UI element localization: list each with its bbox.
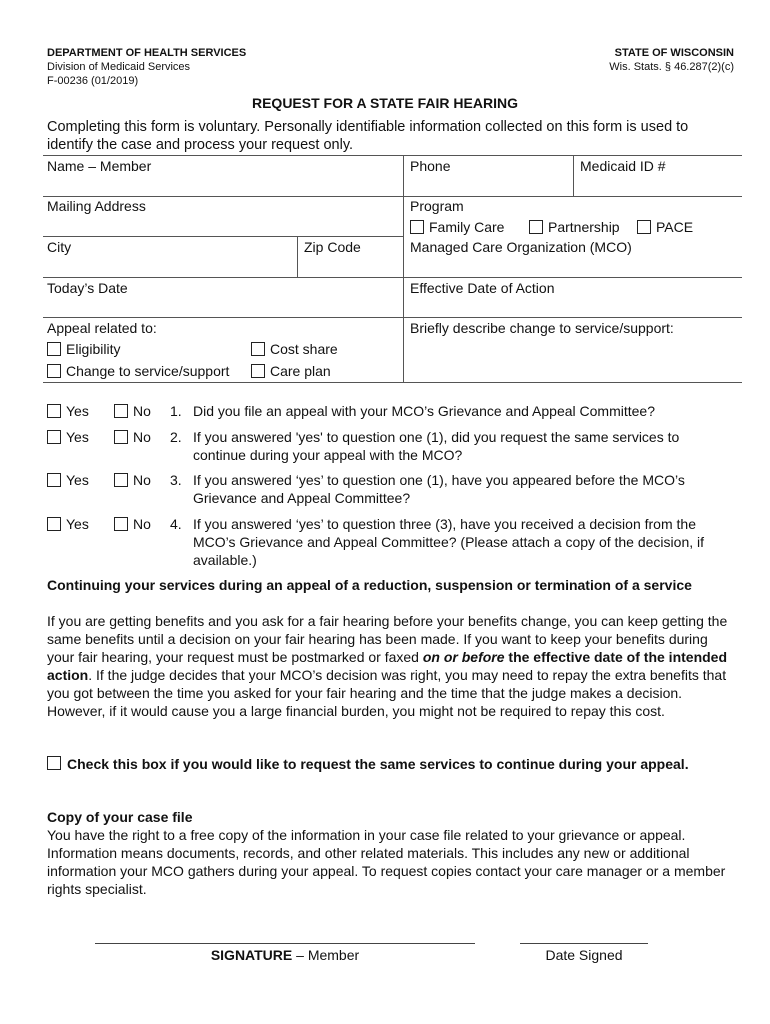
city-field[interactable]: City [47, 239, 72, 255]
no-option[interactable]: No [114, 515, 151, 533]
question-row [0, 428, 770, 468]
continuing-heading: Continuing your services during an appeal of a reduction, suspension or termination of a service [47, 577, 692, 593]
date-signed-line[interactable] [520, 943, 648, 944]
question-row [0, 402, 770, 422]
checkbox[interactable] [529, 220, 543, 234]
grid-line [403, 155, 404, 382]
statute-reference: Wis. Stats. § 46.287(2)(c) [609, 61, 734, 73]
checkbox[interactable] [251, 364, 265, 378]
checkbox[interactable] [114, 473, 128, 487]
mco-field[interactable]: Managed Care Organization (MCO) [410, 239, 632, 255]
state-name: STATE OF WISCONSIN [614, 47, 734, 59]
checkbox[interactable] [47, 430, 61, 444]
yes-option[interactable]: Yes [47, 471, 89, 489]
phone-field[interactable]: Phone [410, 158, 451, 174]
question-row [0, 471, 770, 511]
appeal-related-label: Appeal related to: [47, 320, 157, 336]
mailing-address-field[interactable]: Mailing Address [47, 198, 146, 214]
intro-text: Completing this form is voluntary. Personally identifiable information collected on this form is used to identify the case and process your request only. [47, 119, 689, 153]
name-member-field[interactable]: Name – Member [47, 158, 152, 174]
checkbox[interactable] [47, 404, 61, 418]
no-option[interactable]: No [114, 428, 151, 446]
question-text: If you answered 'yes' to question one (1), did you request the same services to continue during your appeal with the MCO? [193, 429, 680, 463]
division-name: Division of Medicaid Services [47, 61, 191, 73]
checkbox[interactable] [114, 404, 128, 418]
question-row [0, 515, 770, 571]
question-text: If you answered ‘yes’ to question three (3), have you received a decision from the MCO’s Grievance and Appeal Committee? (Please attach a copy of the decision, if available.) [193, 516, 705, 568]
question-number: 1. [170, 403, 182, 419]
continuing-body: If you are getting benefits and you ask for a fair hearing before your benefits change, you can keep getting the same benefits until a decision on your fair hearing has been made. If you want to keep your benefits during your fair hearing, your request must be postmarked or faxed on or before the effective date of the intended action. If the judge decides that your MCO’s decision was right, you may need to repay the extra benefits that you got between the time you asked for your fair hearing and the time that the judge makes a decision. However, if it would cause you a large financial burden, you might not be required to repay this cost. [47, 613, 728, 719]
yes-option[interactable]: Yes [47, 402, 89, 420]
change-service-option[interactable]: Change to service/support [47, 362, 229, 380]
checkbox[interactable] [47, 342, 61, 356]
pace-option[interactable]: PACE [637, 218, 693, 236]
checkbox[interactable] [114, 430, 128, 444]
checkbox[interactable] [47, 364, 61, 378]
case-file-heading: Copy of your case file [47, 809, 193, 825]
zip-code-field[interactable]: Zip Code [304, 239, 361, 255]
effective-date-field[interactable]: Effective Date of Action [410, 280, 555, 296]
question-number: 4. [170, 516, 182, 532]
no-option[interactable]: No [114, 471, 151, 489]
program-label: Program [410, 198, 464, 214]
question-text: If you answered ‘yes’ to question one (1), have you appeared before the MCO’s Grievance and Appeal Committee? [193, 472, 685, 506]
grid-line [43, 155, 742, 156]
grid-line [573, 155, 574, 196]
page-title: REQUEST FOR A STATE FAIR HEARING [251, 95, 518, 111]
medicaid-id-field[interactable]: Medicaid ID # [580, 158, 666, 174]
checkbox[interactable] [47, 756, 61, 770]
emphasis-text: on or before [422, 649, 505, 665]
grid-line [43, 236, 403, 237]
yes-option[interactable]: Yes [47, 515, 89, 533]
continue-services-option[interactable] [47, 755, 737, 773]
checkbox[interactable] [251, 342, 265, 356]
grid-line [297, 236, 298, 277]
no-option[interactable]: No [114, 402, 151, 420]
checkbox[interactable] [637, 220, 651, 234]
checkbox[interactable] [47, 517, 61, 531]
case-file-body: You have the right to a free copy of the information in your case file related to your grievance or appeal. Information means documents, records, and other related materials. This includes any new or additional information your MCO gathers during your appeal. To request copies contact your care manager or a member rights specialist. [47, 827, 726, 897]
yes-option[interactable]: Yes [47, 428, 89, 446]
checkbox[interactable] [47, 473, 61, 487]
care-plan-option[interactable]: Care plan [251, 362, 331, 380]
partnership-option[interactable]: Partnership [529, 218, 620, 236]
checkbox[interactable] [410, 220, 424, 234]
eligibility-option[interactable]: Eligibility [47, 340, 120, 358]
grid-line [43, 196, 742, 197]
grid-line [43, 382, 742, 383]
continue-services-label: Check this box if you would like to request the same services to continue during your appeal. [67, 756, 689, 772]
form-id: F-00236 (01/2019) [47, 75, 139, 87]
emphasis-text: the effective date of the intended action [47, 649, 728, 683]
question-number: 3. [170, 472, 182, 488]
question-number: 2. [170, 429, 182, 445]
department-name: DEPARTMENT OF HEALTH SERVICES [47, 47, 247, 59]
describe-change-field[interactable]: Briefly describe change to service/support: [410, 320, 674, 336]
todays-date-field[interactable]: Today’s Date [47, 280, 128, 296]
signature-line[interactable] [95, 943, 475, 944]
grid-line [43, 317, 742, 318]
cost-share-option[interactable]: Cost share [251, 340, 338, 358]
signature-label: SIGNATURE – Member [210, 947, 360, 963]
question-text: Did you file an appeal with your MCO’s Grievance and Appeal Committee? [193, 403, 655, 419]
grid-line [43, 277, 742, 278]
date-signed-label: Date Signed [545, 947, 623, 963]
checkbox[interactable] [114, 517, 128, 531]
family-care-option[interactable]: Family Care [410, 218, 504, 236]
